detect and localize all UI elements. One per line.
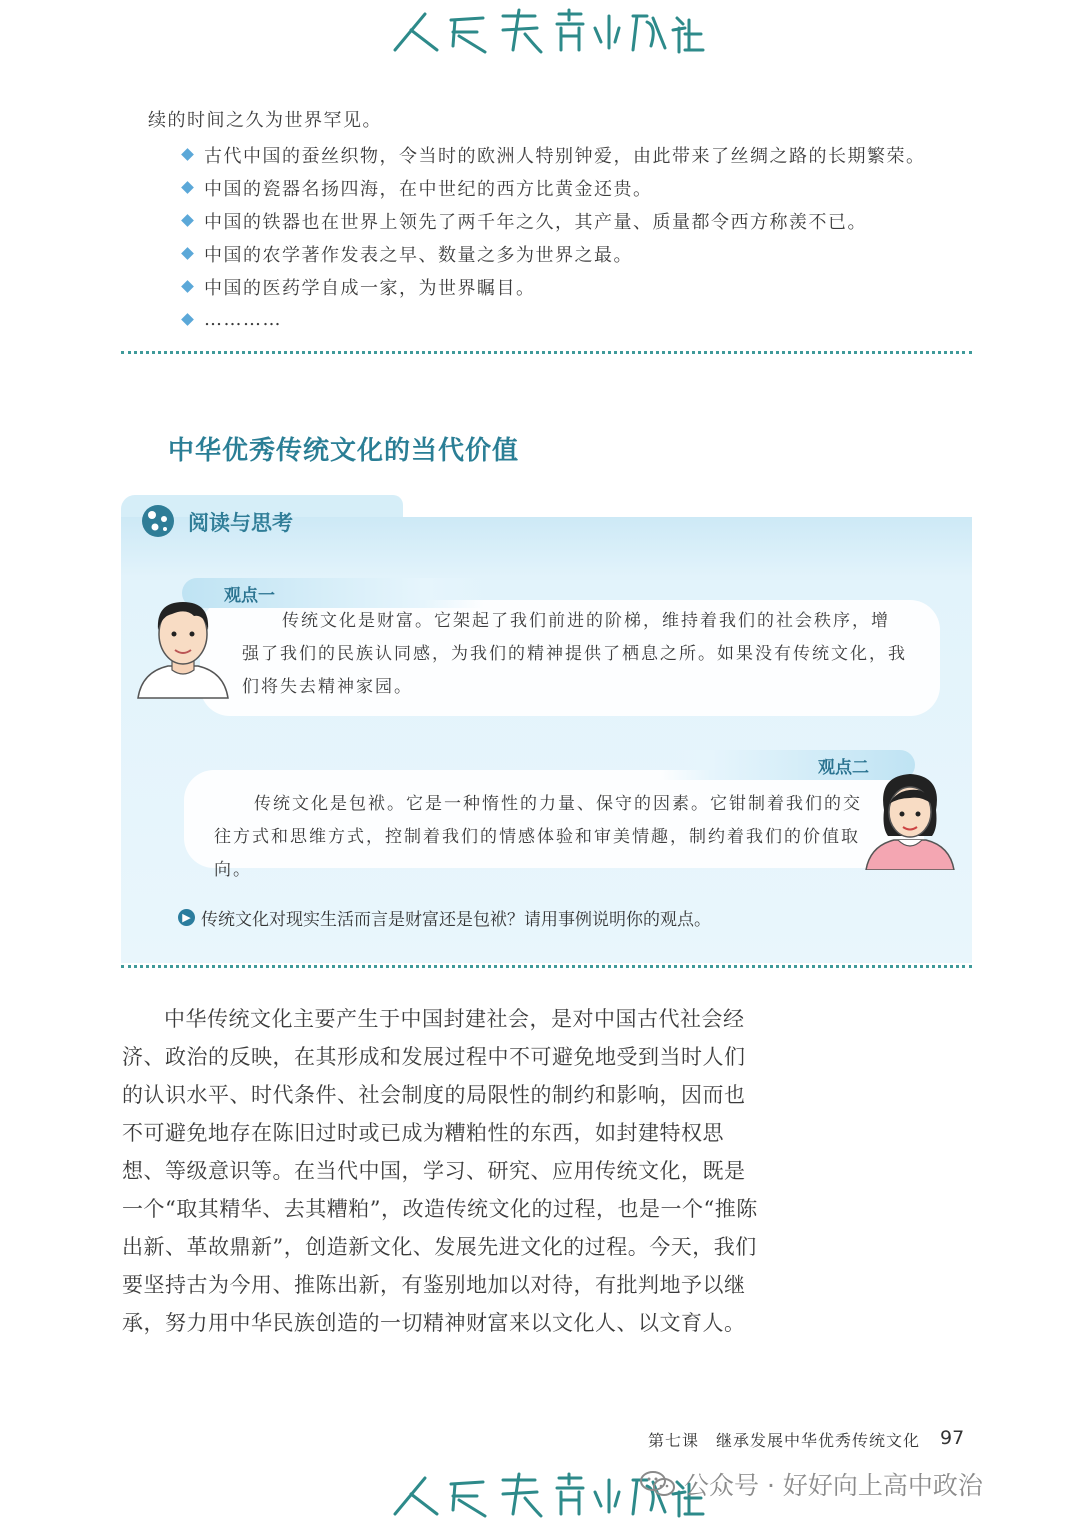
diamond-bullet-icon	[181, 313, 194, 326]
intro-lead-text: 续的时间之久为世界罕见。	[148, 110, 382, 131]
think-question	[178, 905, 711, 930]
reading-box-title: 阅读与思考	[188, 511, 293, 535]
boy-avatar	[128, 590, 238, 700]
view2-label: 观点二	[818, 757, 869, 778]
wechat-watermark	[640, 1466, 983, 1502]
body-paragraph: 中华传统文化主要产生于中国封建社会，是对中国古代社会经济、政治的反映，在其形成和发展过程中不可避免地受到当时人们的认识水平、时代条件、社会制度的局限性的制约和影响，因而也不可避免地存在陈旧过时或已成为糟粕性的东西，如封建特权思想、等级意识等。在当代中国，学习、研究、应用传统文化，既是一个“取其精华、去其糟粕”，改造传统文化的过程，也是一个“推陈出新、革故鼎新”，创造新文化、发展先进文化的过程。今天，我们要坚持古为今用、推陈出新，有鉴别地加以对待，有批判地予以继承，努力用中华民族创造的一切精神财富来以文化人、以文育人。	[122, 1007, 758, 1335]
page-number: 97	[940, 1427, 965, 1449]
calligraphy-logo-icon	[385, 6, 705, 58]
list-item: …………	[183, 303, 926, 336]
list-item: 古代中国的蚕丝织物，令当时的欧洲人特别钟爱，由此带来了丝绸之路的长期繁荣。	[183, 138, 926, 171]
dotted-divider-top	[121, 351, 972, 354]
diamond-bullet-icon	[181, 214, 194, 227]
publisher-logo-top	[385, 6, 705, 58]
diamond-bullet-icon	[181, 280, 194, 293]
diamond-bullet-icon	[181, 247, 194, 260]
diamond-bullet-icon	[181, 181, 194, 194]
reading-think-icon	[140, 503, 176, 539]
section-title: 中华优秀传统文化的当代价值	[168, 436, 520, 466]
diamond-bullet-icon	[181, 148, 194, 161]
arrow-right-icon: ▶	[178, 909, 195, 926]
view1-label: 观点一	[224, 585, 275, 606]
footer-chapter-title: 第七课 继承发展中华优秀传统文化	[648, 1431, 921, 1450]
fact-list	[183, 138, 926, 336]
wechat-icon	[640, 1470, 676, 1498]
view2-text: 传统文化是包袱。它是一种惰性的力量、保守的因素。它钳制着我们的交往方式和思维方式，控制着我们的情感体验和审美情趣，制约着我们的价值取向。	[214, 794, 862, 880]
list-item: 中国的医药学自成一家，为世界瞩目。	[183, 270, 926, 303]
list-item: 中国的农学著作发表之早、数量之多为世界之最。	[183, 237, 926, 270]
dotted-divider-bottom	[121, 965, 972, 968]
list-item: 中国的瓷器名扬四海，在中世纪的西方比黄金还贵。	[183, 171, 926, 204]
question-text: 传统文化对现实生活而言是财富还是包袱？请用事例说明你的观点。	[201, 910, 711, 930]
view1-text: 传统文化是财富。它架起了我们前进的阶梯，维持着我们的社会秩序，增强了我们的民族认同感，为我们的精神提供了栖息之所。如果没有传统文化，我们将失去精神家园。	[242, 611, 907, 697]
list-item: 中国的铁器也在世界上领先了两千年之久，其产量、质量都令西方称羡不已。	[183, 204, 926, 237]
watermark-text: 公众号 · 好好向上高中政治	[684, 1471, 983, 1500]
